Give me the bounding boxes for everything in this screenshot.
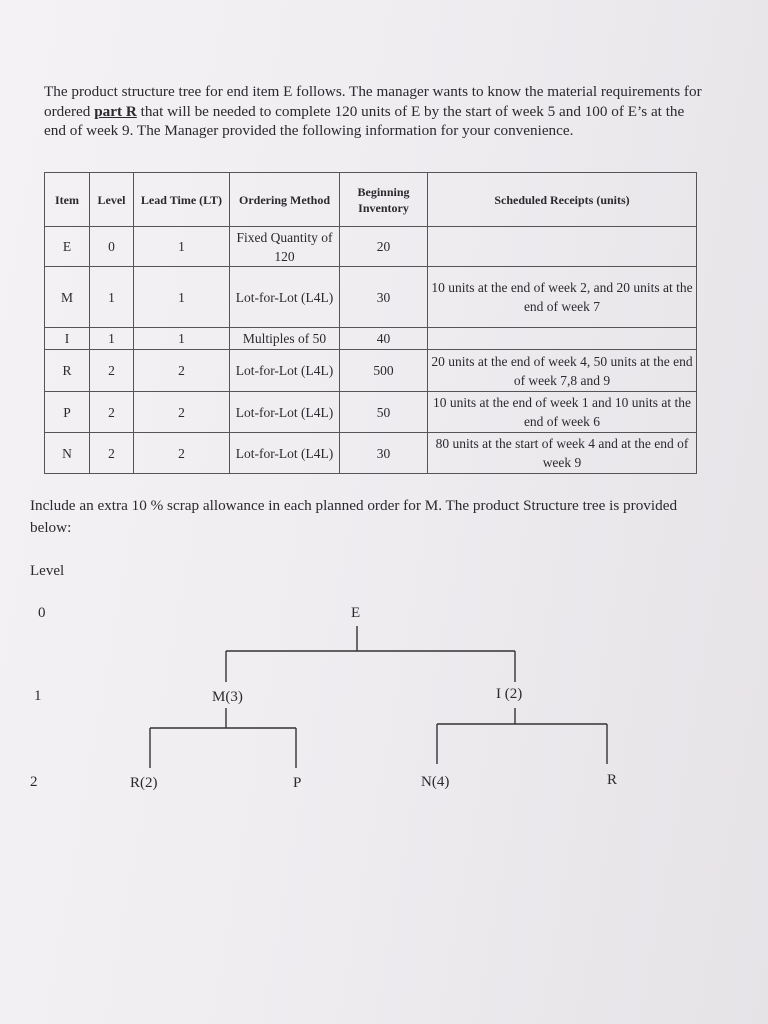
cell-ordering-method: Lot-for-Lot (L4L) [230,392,340,433]
level-1-label: 1 [34,688,42,704]
cell-level: 2 [90,392,134,433]
cell-lead-time: 2 [134,433,230,474]
cell-ordering-method: Fixed Quantity of 120 [230,227,340,267]
tree-node-r-under-m: R(2) [130,775,158,791]
cell-inventory: 50 [340,392,428,433]
level-column-header: Level [30,563,65,579]
part-r-highlight: part R [94,102,137,120]
level-0-label: 0 [38,605,46,621]
cell-level: 0 [90,227,134,267]
cell-receipts: 10 units at the end of week 1 and 10 units at the end of week 6 [428,392,697,433]
tree-node-i: I (2) [496,686,523,702]
cell-level: 1 [90,328,134,350]
tree-node-m: M(3) [212,689,243,705]
cell-inventory: 500 [340,350,428,392]
cell-lead-time: 2 [134,392,230,433]
cell-receipts: 80 units at the start of week 4 and at the end of week 9 [428,433,697,474]
tree-node-n: N(4) [421,774,450,790]
tree-node-r-under-i: R [607,772,618,788]
cell-inventory: 30 [340,267,428,328]
cell-item: N [45,433,90,474]
cell-item: I [45,328,90,350]
header-scheduled-receipts: Scheduled Receipts (units) [428,173,697,227]
cell-receipts: 10 units at the end of week 2, and 20 units at the end of week 7 [428,267,697,328]
cell-item: R [45,350,90,392]
cell-item: E [45,227,90,267]
tree-node-p: P [293,775,302,791]
header-level: Level [90,173,134,227]
header-lead-time: Lead Time (LT) [134,173,230,227]
cell-item: M [45,267,90,328]
cell-ordering-method: Lot-for-Lot (L4L) [230,433,340,474]
cell-lead-time: 1 [134,328,230,350]
cell-ordering-method: Lot-for-Lot (L4L) [230,350,340,392]
cell-inventory: 40 [340,328,428,350]
cell-lead-time: 1 [134,267,230,328]
scrap-allowance-note: Include an extra 10 % scrap allowance in each planned order for M. The product Structure tree is provided below: [30,497,678,536]
cell-ordering-method: Multiples of 50 [230,328,340,350]
tree-node-e: E [351,605,361,621]
cell-level: 1 [90,267,134,328]
cell-lead-time: 2 [134,350,230,392]
cell-lead-time: 1 [134,227,230,267]
intro-text-after: that will be needed to complete 120 units of E by the start of week 5 and 100 of E’s at the end of week 9. The Manager provided the following information for your convenience. [44,102,685,139]
level-2-label: 2 [30,774,38,790]
cell-receipts: 20 units at the end of week 4, 50 units at the end of week 7,8 and 9 [428,350,697,392]
cell-level: 2 [90,433,134,474]
cell-level: 2 [90,350,134,392]
cell-inventory: 20 [340,227,428,267]
header-beginning-inventory: Beginning Inventory [340,173,428,227]
intro-text-before: The product structure tree for end item E follows. The manager wants to know the material requirements for ordered [44,83,702,120]
cell-inventory: 30 [340,433,428,474]
cell-ordering-method: Lot-for-Lot (L4L) [230,267,340,328]
header-ordering-method: Ordering Method [230,173,340,227]
header-item: Item [45,173,90,227]
cell-item: P [45,392,90,433]
